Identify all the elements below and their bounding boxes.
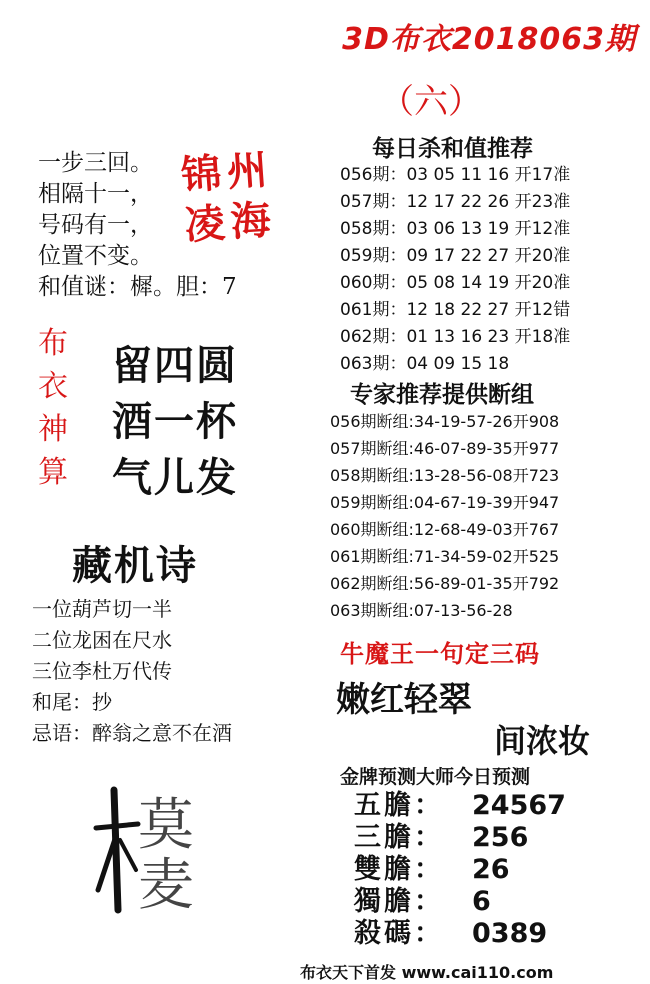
niumowang-heading: 牛魔王一句定三码 bbox=[340, 639, 540, 668]
riddle-line: 位置不变。 bbox=[38, 243, 153, 269]
riddle-line: 相隔十一， bbox=[38, 181, 153, 207]
vertical-label bbox=[36, 322, 70, 494]
list-item: 059期断组:04-67-19-39开947 bbox=[330, 493, 560, 512]
poem-line: 一位葫芦切一半 bbox=[32, 597, 172, 621]
footer-text: 布衣天下首发 www.cai110.com bbox=[300, 963, 554, 982]
list-item: 060期：05 08 14 19 开20准 bbox=[340, 273, 571, 293]
pick-value: 6 bbox=[472, 886, 491, 917]
vertical-char: 衣 bbox=[38, 369, 68, 404]
pick-label: 五膽： bbox=[354, 790, 444, 821]
sum-list bbox=[340, 162, 570, 378]
big-phrases bbox=[112, 338, 238, 506]
page-subtitle: （六） bbox=[380, 82, 482, 122]
list-item: 062期断组:56-89-01-35开792 bbox=[330, 574, 560, 593]
poem-title: 藏机诗 bbox=[72, 542, 198, 589]
list-item: 056期断组:34-19-57-26开908 bbox=[330, 412, 560, 431]
page-title: 3D布衣2018063期 bbox=[342, 22, 636, 57]
big-phrase: 留四圆 bbox=[112, 342, 238, 389]
list-item: 056期：03 05 11 16 开17准 bbox=[340, 165, 571, 185]
sum-section-title: 每日杀和值推荐 bbox=[372, 135, 533, 162]
list-item: 057期：12 17 22 26 开23准 bbox=[340, 192, 571, 212]
group-section-title: 专家推荐提供断组 bbox=[350, 381, 534, 408]
poem-line: 二位龙困在尺水 bbox=[32, 628, 172, 652]
list-item: 063期断组:07-13-56-28 bbox=[330, 601, 513, 620]
pick-row bbox=[354, 854, 566, 886]
riddle-line: 号码有一， bbox=[38, 212, 153, 238]
calligraphy-logo-icon bbox=[92, 780, 222, 920]
pick-row bbox=[354, 886, 566, 918]
pick-value: 256 bbox=[472, 822, 529, 853]
list-item: 061期断组:71-34-59-02开525 bbox=[330, 547, 560, 566]
pick-value: 24567 bbox=[472, 790, 566, 821]
pick-label: 殺碼： bbox=[354, 918, 444, 949]
list-item: 060期断组:12-68-49-03开767 bbox=[330, 520, 560, 539]
gold-picks bbox=[354, 790, 566, 950]
poem-line: 三位李杜万代传 bbox=[32, 659, 172, 683]
list-item: 062期：01 13 16 23 开18准 bbox=[340, 327, 571, 347]
gold-title: 金牌预测大师今日预测 bbox=[340, 766, 531, 788]
list-item: 061期：12 18 22 27 开12错 bbox=[340, 300, 571, 320]
list-item: 059期：09 17 22 27 开20准 bbox=[340, 246, 571, 266]
list-item: 063期：04 09 15 18 bbox=[340, 354, 510, 374]
big-phrase: 气儿发 bbox=[112, 454, 238, 501]
red-word: 凌海 bbox=[183, 195, 279, 250]
pick-label: 雙膽： bbox=[354, 854, 444, 885]
poem-line: 和尾：抄 bbox=[32, 690, 112, 714]
riddle-line: 一步三回。 bbox=[38, 150, 153, 176]
big-phrase: 酒一杯 bbox=[112, 398, 238, 445]
pick-label: 獨膽： bbox=[354, 886, 444, 917]
svg-text:麦: 麦 bbox=[138, 853, 194, 918]
pick-value: 26 bbox=[472, 854, 510, 885]
pick-label: 三膽： bbox=[354, 822, 444, 853]
pick-row bbox=[354, 822, 566, 854]
pick-row bbox=[354, 918, 566, 950]
list-item: 057期断组:46-07-89-35开977 bbox=[330, 439, 560, 458]
pick-value: 0389 bbox=[472, 918, 548, 949]
riddle-line: 和值谜：樨。胆：7 bbox=[38, 274, 237, 300]
clue-phrase: 嫩红轻翠 bbox=[336, 680, 472, 720]
pick-row bbox=[354, 790, 566, 822]
red-calligraphy-words bbox=[180, 145, 279, 251]
red-word: 锦州 bbox=[179, 145, 275, 200]
vertical-char: 神 bbox=[38, 412, 68, 447]
list-item: 058期断组:13-28-56-08开723 bbox=[330, 466, 560, 485]
list-item: 058期：03 06 13 19 开12准 bbox=[340, 219, 571, 239]
group-list bbox=[330, 408, 559, 624]
poem-block bbox=[32, 594, 232, 749]
svg-text:莫: 莫 bbox=[138, 793, 194, 858]
poem-line: 忌语：醉翁之意不在酒 bbox=[32, 721, 232, 745]
vertical-char: 算 bbox=[38, 455, 68, 490]
vertical-char: 布 bbox=[38, 326, 68, 361]
clue-phrase: 间浓妆 bbox=[494, 722, 591, 760]
